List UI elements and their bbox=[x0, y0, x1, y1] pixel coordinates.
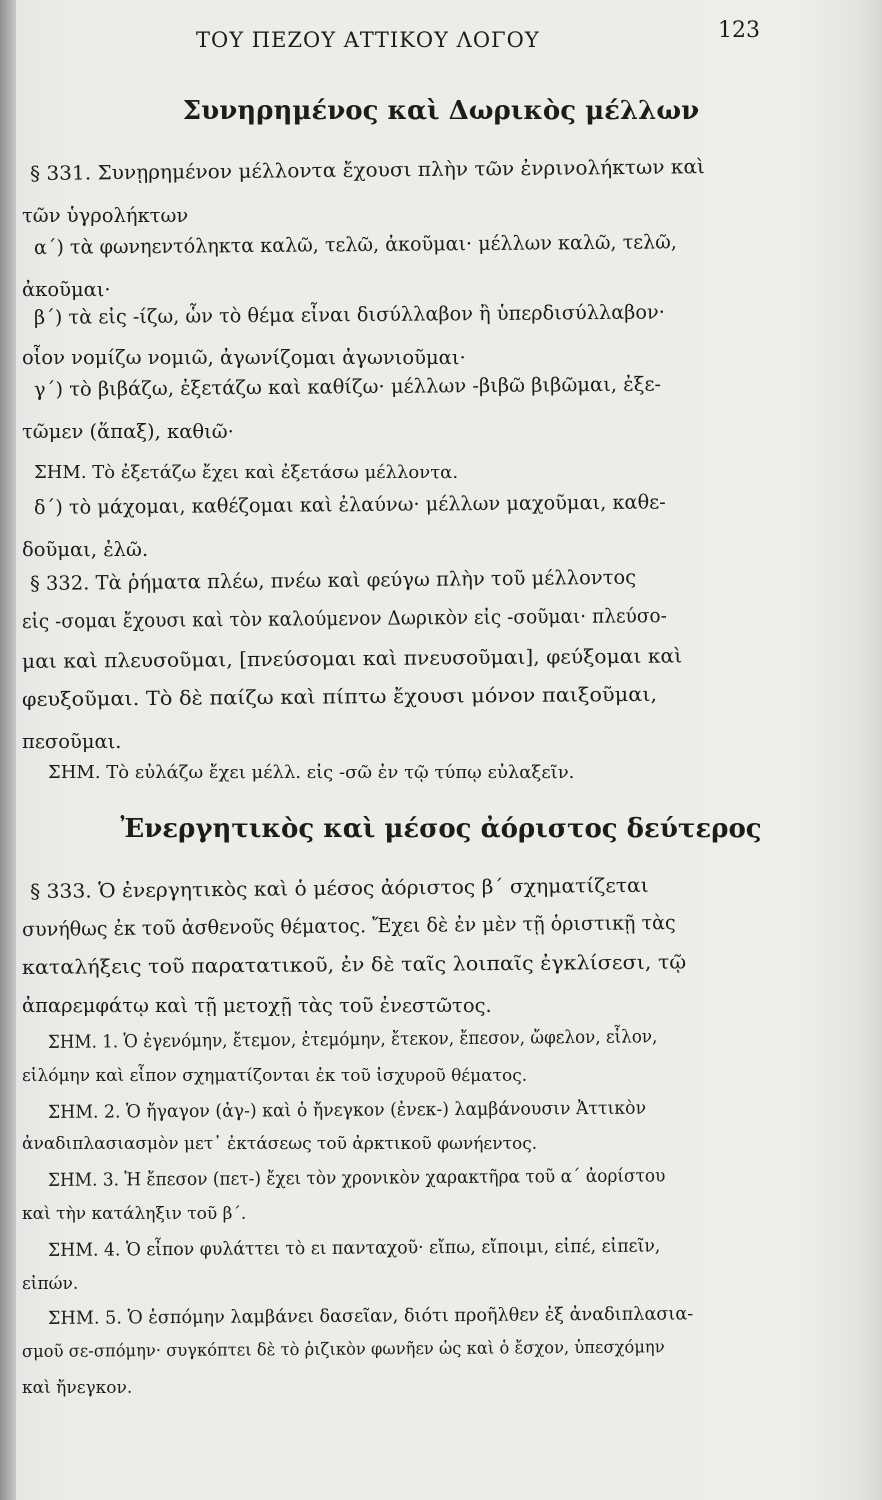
note-line: ΣΗΜ. 5. Ὁ ἑσπόμην λαμβάνει δασεῖαν, διότι προῆλθεν ἐξ ἀναδιπλασια- bbox=[47, 1303, 694, 1329]
text-line: δοῦμαι, ἐλῶ. bbox=[22, 538, 149, 561]
section-heading-second-aorist: Ἐνεργητικὸς καὶ μέσος ἀόριστος δεύτερος bbox=[120, 814, 762, 844]
text-line: οἷον νομίζω νομιῶ, ἀγωνίζομαι ἀγωνιοῦμαι· bbox=[22, 346, 466, 369]
text-line: εἰς -σομαι ἔχουσι καὶ τὸν καλούμενον Δωρικὸν εἰς -σοῦμαι· πλεύσο- bbox=[21, 604, 667, 633]
text-line: δ΄) τὸ μάχομαι, καθέζομαι καὶ ἐλαύνω· μέλλων μαχοῦμαι, καθε- bbox=[33, 490, 666, 519]
note-line: καὶ ἤνεγκον. bbox=[22, 1378, 133, 1398]
text-line: πεσοῦμαι. bbox=[22, 730, 122, 753]
text-line: φευξοῦμαι. Τὸ δὲ παίζω καὶ πίπτω ἔχουσι μόνον παιξοῦμαι, bbox=[21, 682, 658, 711]
page-header bbox=[0, 18, 882, 58]
note-line: σμοῦ σε-σπόμην· συγκόπτει δὲ τὸ ῥιζικὸν φωνῆεν ὡς καὶ ὁ ἔσχον, ὑπεσχόμην bbox=[21, 1337, 665, 1362]
note-line: ΣΗΜ. 3. Ἡ ἔπεσον (πετ-) ἔχει τὸν χρονικὸν χαρακτῆρα τοῦ α΄ ἀορίστου bbox=[47, 1165, 666, 1191]
page-number: 123 bbox=[718, 18, 760, 43]
text-line: συνήθως ἐκ τοῦ ἀσθενοῦς θέματος. Ἔχει δὲ ἐν μὲν τῇ ὁριστικῇ τὰς bbox=[21, 911, 676, 941]
text-line: § 331. Συνῃρημένον μέλλοντα ἔχουσι πλὴν τῶν ἐνρινολήκτων καὶ bbox=[29, 155, 705, 185]
book-spine-shadow bbox=[0, 0, 16, 1500]
section-heading-contracted-future: Συνηρημένος καὶ Δωρικὸς μέλλων bbox=[182, 96, 700, 126]
text-line: β΄) τὰ εἰς -ίζω, ὧν τὸ θέμα εἶναι δισύλλαβον ἢ ὑπερδισύλλαβον· bbox=[33, 300, 665, 329]
text-line: α΄) τὰ φωνηεντόληκτα καλῶ, τελῶ, ἀκοῦμαι· μέλλων καλῶ, τελῶ, bbox=[33, 230, 677, 259]
note-line: καὶ τὴν κατάληξιν τοῦ β΄. bbox=[22, 1204, 247, 1224]
text-line: ἀπαρεμφάτῳ καὶ τῇ μετοχῇ τὰς τοῦ ἐνεστῶτος. bbox=[22, 994, 492, 1017]
text-line: μαι καὶ πλευσοῦμαι, [πνεύσομαι καὶ πνευσοῦμαι], φεύξομαι καὶ bbox=[21, 644, 683, 673]
note-line: ΣΗΜ. Τὸ εὐλάζω ἔχει μέλλ. εἰς -σῶ ἐν τῷ τύπῳ εὐλαξεῖν. bbox=[48, 762, 575, 783]
text-line: τῶν ὑγρολήκτων bbox=[22, 204, 189, 227]
text-line: § 332. Τὰ ῥήματα πλέω, πνέω καὶ φεύγω πλὴν τοῦ μέλλοντος bbox=[29, 565, 637, 595]
note-line: ΣΗΜ. 1. Ὁ ἐγενόμην, ἔτεμον, ἐτεμόμην, ἔτεκον, ἔπεσον, ὤφελον, εἷλον, bbox=[47, 1026, 658, 1053]
note-line: εἰπών. bbox=[22, 1274, 79, 1294]
note-line: ΣΗΜ. Τὸ ἐξετάζω ἔχει καὶ ἐξετάσω μέλλοντα. bbox=[34, 462, 459, 483]
text-line: καταλήξεις τοῦ παρατατικοῦ, ἐν δὲ ταῖς λοιπαῖς ἐγκλίσεσι, τῷ bbox=[21, 950, 687, 979]
note-line: ΣΗΜ. 4. Ὁ εἶπον φυλάττει τὸ ει πανταχοῦ· εἴπω, εἴποιμι, εἰπέ, εἰπεῖν, bbox=[47, 1235, 661, 1261]
running-head: ΤΟΥ ΠΕΖΟΥ ΑΤΤΙΚΟΥ ΛΟΓΟΥ bbox=[196, 28, 540, 52]
text-line: γ΄) τὸ βιβάζω, ἐξετάζω καὶ καθίζω· μέλλων -βιβῶ βιβῶμαι, ἐξε- bbox=[33, 372, 662, 401]
text-line: § 333. Ὁ ἐνεργητικὸς καὶ ὁ μέσος ἀόριστος β΄ σχηματίζεται bbox=[29, 873, 649, 903]
note-line: εἱλόμην καὶ εἶπον σχηματίζονται ἐκ τοῦ ἰσχυροῦ θέματος. bbox=[22, 1066, 528, 1086]
note-line: ΣΗΜ. 2. Ὁ ἤγαγον (ἀγ-) καὶ ὁ ἤνεγκον (ἐνεκ-) λαμβάνουσιν Ἀττικὸν bbox=[47, 1097, 647, 1123]
text-line: ἀκοῦμαι· bbox=[22, 278, 111, 301]
note-line: ἀναδιπλασιασμὸν μετ᾽ ἐκτάσεως τοῦ ἀρκτικοῦ φωνήεντος. bbox=[22, 1134, 538, 1154]
text-line: τῶμεν (ἅπαξ), καθιῶ· bbox=[22, 420, 234, 443]
